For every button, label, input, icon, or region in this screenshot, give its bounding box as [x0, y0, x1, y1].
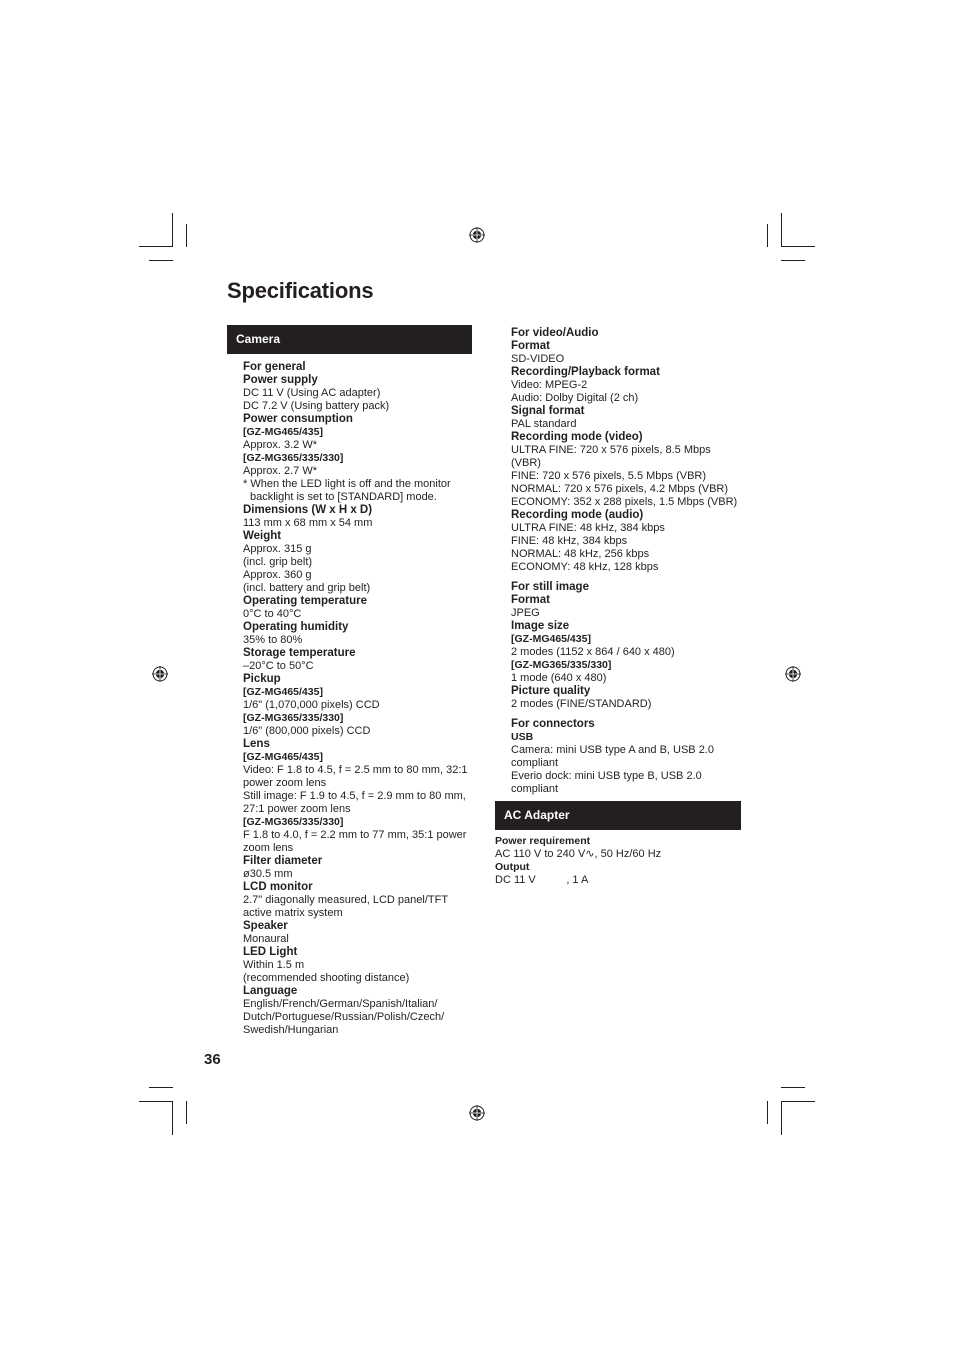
lens-label: Lens [243, 738, 270, 750]
storage-temperature-value: –20°C to 50°C [243, 660, 314, 672]
format-value: SD-VIDEO [511, 353, 565, 365]
camera-specs [227, 361, 472, 1037]
recording-mode-video-value: FINE: 720 x 576 pixels, 5.5 Mbps (VBR) [511, 470, 707, 482]
video-audio-heading: For video/Audio [511, 327, 599, 339]
crop-mark [186, 224, 187, 247]
pickup-label: Pickup [243, 673, 281, 685]
crop-mark [781, 213, 782, 247]
operating-humidity-value: 35% to 80% [243, 634, 303, 646]
power-requirement-label: Power requirement [495, 835, 591, 847]
output-label: Output [495, 861, 530, 873]
crop-mark [767, 224, 768, 247]
led-light-label: LED Light [243, 946, 298, 958]
power-supply-label: Power supply [243, 374, 318, 386]
crop-mark [139, 246, 173, 247]
language-value: Dutch/Portuguese/Russian/Polish/Czech/ [243, 1011, 445, 1023]
model-label: [GZ-MG465/435] [243, 426, 323, 438]
language-value: Swedish/Hungarian [243, 1024, 339, 1036]
general-heading: For general [243, 361, 306, 373]
model-label: [GZ-MG465/435] [243, 751, 323, 763]
lens-value: Video: F 1.8 to 4.5, f = 2.5 mm to 80 mm, 32:1 power zoom lens [243, 764, 468, 789]
speaker-value: Monaural [243, 933, 289, 945]
usb-value: Everio dock: mini USB type B, USB 2.0 compliant [511, 770, 702, 795]
power-footnote: * When the LED light is off and the monitor backlight is set to [STANDARD] mode. [243, 478, 451, 503]
image-size-label: Image size [511, 620, 570, 632]
power-supply-value: DC 7.2 V (Using battery pack) [243, 400, 390, 412]
weight-note: (incl. battery and grip belt) [243, 582, 371, 594]
crop-mark [781, 246, 815, 247]
power-requirement-value: AC 110 V to 240 V∿, 50 Hz/60 Hz [495, 848, 662, 860]
crop-mark [186, 1101, 187, 1124]
crop-mark [781, 1101, 815, 1102]
registration-mark-icon [469, 227, 485, 243]
usb-value: Camera: mini USB type A and B, USB 2.0 compliant [511, 744, 714, 769]
connectors-heading: For connectors [511, 718, 595, 730]
language-label: Language [243, 985, 298, 997]
model-label: [GZ-MG465/435] [511, 633, 591, 645]
lcd-monitor-value: 2.7" diagonally measured, LCD panel/TFT active matrix system [243, 894, 448, 919]
weight-value: Approx. 360 g [243, 569, 312, 581]
recording-format-value: Video: MPEG-2 [511, 379, 588, 391]
pickup-value: 1/6" (1,070,000 pixels) CCD [243, 699, 380, 711]
lens-value: F 1.8 to 4.0, f = 2.2 mm to 77 mm, 35:1 power zoom lens [243, 829, 467, 854]
recording-mode-video-label: Recording mode (video) [511, 431, 643, 443]
recording-mode-audio-value: NORMAL: 48 kHz, 256 kbps [511, 548, 650, 560]
operating-temperature-value: 0°C to 40°C [243, 608, 302, 620]
recording-mode-video-value: ECONOMY: 352 x 288 pixels, 1.5 Mbps (VBR) [511, 496, 738, 508]
speaker-label: Speaker [243, 920, 288, 932]
page-title: Specifications [227, 278, 374, 303]
dimensions-label: Dimensions (W x H x D) [243, 504, 373, 516]
still-format-label: Format [511, 594, 550, 606]
weight-label: Weight [243, 530, 282, 542]
model-label: [GZ-MG365/335/330] [243, 452, 344, 464]
crop-mark [149, 1087, 173, 1088]
power-consumption-label: Power consumption [243, 413, 353, 425]
crop-mark [781, 1087, 805, 1088]
lcd-monitor-label: LCD monitor [243, 881, 313, 893]
led-light-value: Within 1.5 m [243, 959, 305, 971]
recording-mode-video-value: NORMAL: 720 x 576 pixels, 4.2 Mbps (VBR) [511, 483, 729, 495]
weight-value: Approx. 315 g [243, 543, 312, 555]
registration-mark-icon [469, 1105, 485, 1121]
ac-adapter-heading: AC Adapter [495, 801, 741, 830]
model-label: [GZ-MG465/435] [243, 686, 323, 698]
crop-mark [781, 1101, 782, 1135]
lens-value: Still image: F 1.9 to 4.5, f = 2.9 mm to 80 mm, 27:1 power zoom lens [243, 790, 466, 815]
crop-mark [172, 213, 173, 247]
model-label: [GZ-MG365/335/330] [243, 816, 344, 828]
usb-label: USB [511, 731, 534, 743]
still-format-value: JPEG [511, 607, 540, 619]
weight-note: (incl. grip belt) [243, 556, 313, 568]
video-audio-section [511, 327, 743, 796]
output-value: DC 11 V , 1 A [495, 874, 589, 886]
recording-mode-video-value: ULTRA FINE: 720 x 576 pixels, 8.5 Mbps (VBR) [511, 444, 711, 469]
recording-mode-audio-value: ECONOMY: 48 kHz, 128 kbps [511, 561, 659, 573]
format-label: Format [511, 340, 550, 352]
ac-adapter-section [495, 801, 741, 887]
crop-mark [767, 1101, 768, 1124]
language-value: English/French/German/Spanish/Italian/ [243, 998, 438, 1010]
recording-mode-audio-value: ULTRA FINE: 48 kHz, 384 kbps [511, 522, 665, 534]
storage-temperature-label: Storage temperature [243, 647, 356, 659]
registration-mark-icon [785, 666, 801, 682]
image-size-value: 2 modes (1152 x 864 / 640 x 480) [511, 646, 675, 658]
power-supply-value: DC 11 V (Using AC adapter) [243, 387, 381, 399]
filter-diameter-value: ø30.5 mm [243, 868, 293, 880]
signal-format-value: PAL standard [511, 418, 577, 430]
page-number: 36 [204, 1051, 221, 1068]
filter-diameter-label: Filter diameter [243, 855, 323, 867]
model-label: [GZ-MG365/335/330] [243, 712, 344, 724]
crop-mark [781, 260, 805, 261]
camera-heading: Camera [227, 325, 472, 354]
operating-humidity-label: Operating humidity [243, 621, 349, 633]
power-consumption-value: Approx. 2.7 W* [243, 465, 317, 477]
crop-mark [149, 260, 173, 261]
model-label: [GZ-MG365/335/330] [511, 659, 612, 671]
picture-quality-label: Picture quality [511, 685, 591, 697]
camera-section [227, 325, 472, 1037]
recording-format-label: Recording/Playback format [511, 366, 660, 378]
recording-mode-audio-value: FINE: 48 kHz, 384 kbps [511, 535, 628, 547]
recording-mode-audio-label: Recording mode (audio) [511, 509, 644, 521]
crop-mark [172, 1101, 173, 1135]
power-consumption-value: Approx. 3.2 W* [243, 439, 317, 451]
still-image-heading: For still image [511, 581, 589, 593]
signal-format-label: Signal format [511, 405, 585, 417]
pickup-value: 1/6" (800,000 pixels) CCD [243, 725, 371, 737]
crop-mark [139, 1101, 173, 1102]
recording-format-value: Audio: Dolby Digital (2 ch) [511, 392, 639, 404]
registration-mark-icon [152, 666, 168, 682]
dimensions-value: 113 mm x 68 mm x 54 mm [243, 517, 373, 529]
image-size-value: 1 mode (640 x 480) [511, 672, 607, 684]
led-light-value: (recommended shooting distance) [243, 972, 410, 984]
operating-temperature-label: Operating temperature [243, 595, 367, 607]
picture-quality-value: 2 modes (FINE/STANDARD) [511, 698, 652, 710]
